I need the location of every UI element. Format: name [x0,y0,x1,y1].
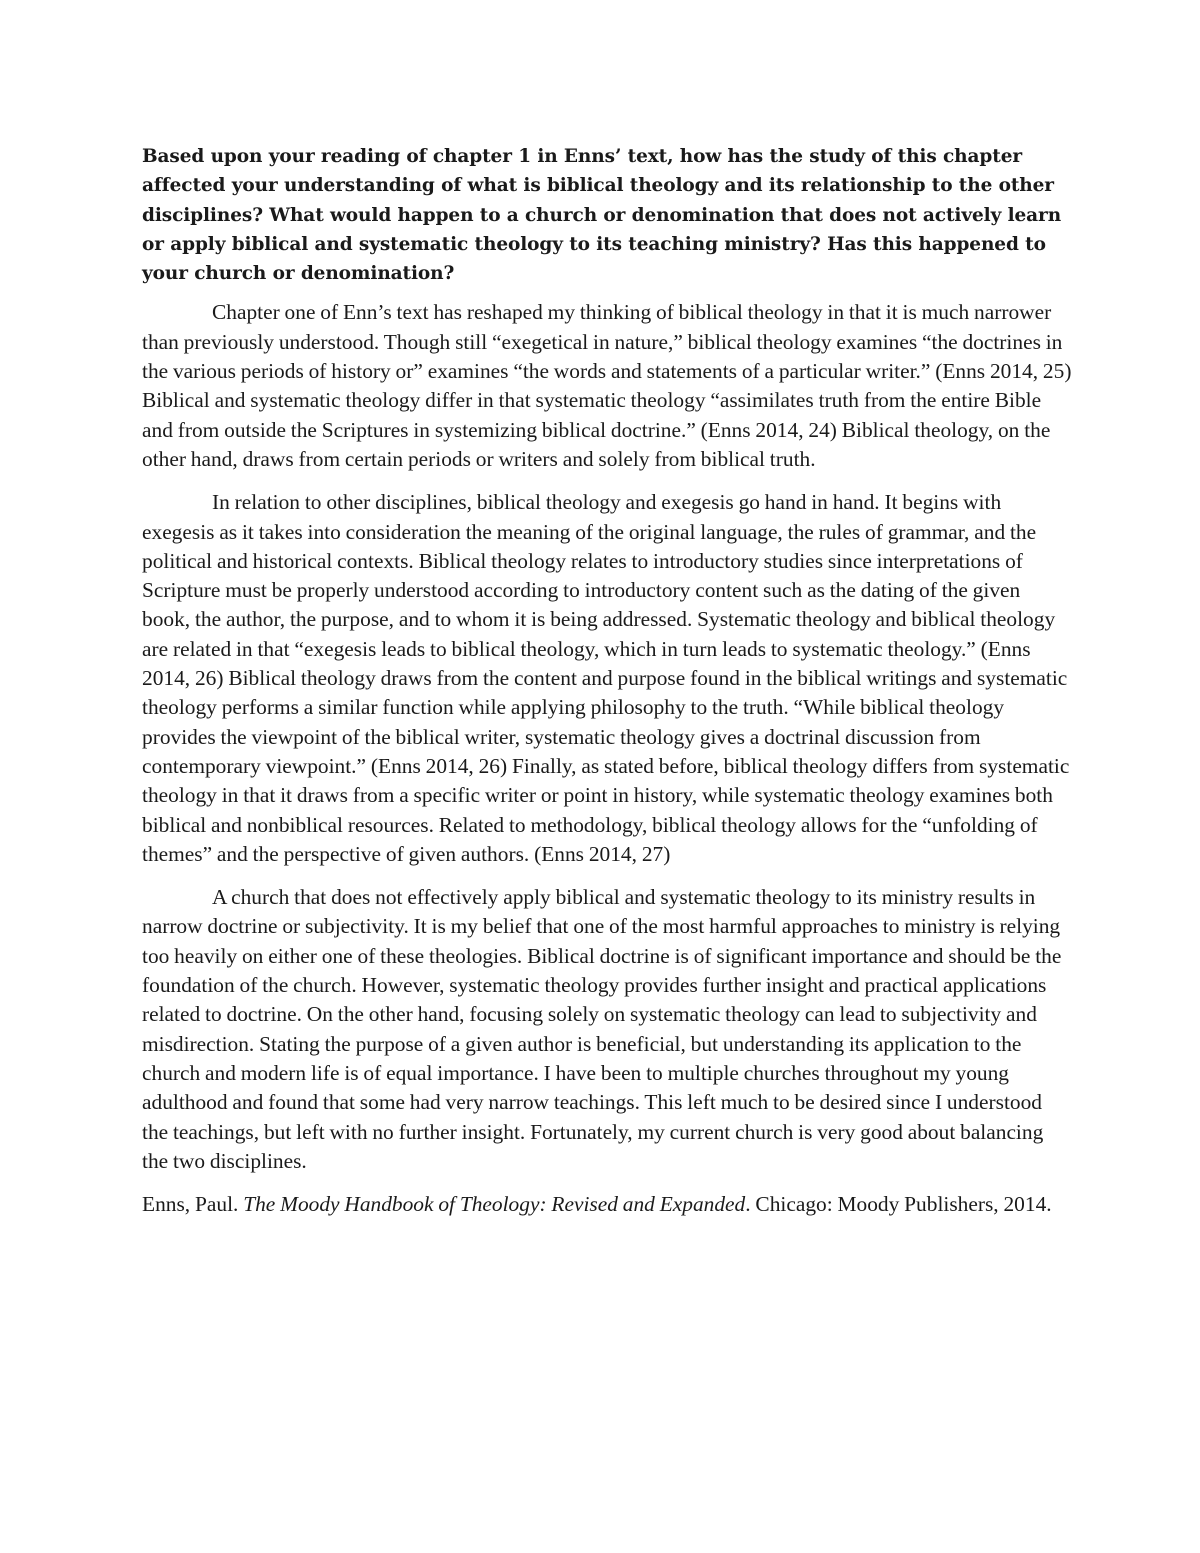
citation-publisher: . Chicago: Moody Publishers, 2014. [745,1192,1052,1217]
citation-title: The Moody Handbook of Theology: Revised and Expanded [243,1192,746,1217]
response-paragraph-3: A church that does not effectively apply biblical and systematic theology to its ministry results in narrow doctrine or subjectivity. It is my belief that one of the most harmful approaches to ministry is relying too heavily on either one of these theologies. Biblical doctrine is of significant importance and should be the foundation of the church. However, systematic theology provides further insight and practical applications related to doctrine. On the other hand, focusing solely on systematic theology can lead to subjectivity and misdirection. Stating the purpose of a given author is beneficial, but understanding its application to the church and modern life is of equal importance. I have been to multiple churches throughout my young adulthood and found that some had very narrow teachings. This left much to be desired since I understood the teachings, but left with no further insight. Fortunately, my current church is very good about balancing the two disciplines. [142,885,1062,1173]
response-paragraph-2: In relation to other disciplines, biblical theology and exegesis go hand in hand. It begins with exegesis as it takes into consideration the meaning of the original language, the rules of grammar, and the political and historical contexts. Biblical theology relates to introductory studies since interpretations of Scripture must be properly understood according to introductory content such as the dating of the given book, the author, the purpose, and to whom it is being addressed. Systematic theology and biblical theology are related in that “exegesis leads to biblical theology, which in turn leads to systematic theology.” (Enns 2014, 26) Biblical theology draws from the content and purpose found in the biblical writings and systematic theology performs a similar function while applying philosophy to the truth. “While biblical theology provides the viewpoint of the biblical writer, systematic theology gives a doctrinal discussion from contemporary viewpoint.” (Enns 2014, 26) Finally, as stated before, biblical theology differs from systematic theology in that it draws from a specific writer or point in history, while systematic theology examines both biblical and nonbiblical resources. Related to methodology, biblical theology allows for the “unfolding of themes” and the perspective of given authors. (Enns 2014, 27) [142,490,1070,866]
citation-author: Enns, Paul. [142,1192,244,1217]
response-paragraph-1: Chapter one of Enn’s text has reshaped my thinking of biblical theology in that it is much narrower than previously understood. Though still “exegetical in nature,” biblical theology examines “the doctrines in the various periods of history or” examines “the words and statements of a particular writer.” (Enns 2014, 25) Biblical and systematic theology differ in that systematic theology “assimilates truth from the entire Bible and from outside the Scriptures in systemizing biblical doctrine.” (Enns 2014, 24) Biblical theology, on the other hand, draws from certain periods or writers and solely from biblical truth. [142,300,1072,471]
bibliography-entry [142,1190,1072,1219]
document-body [142,142,1072,1219]
assignment-prompt: Based upon your reading of chapter 1 in Enns’ text, how has the study of this chapter affected your understanding of what is biblical theology and its relationship to the other disciplines? What would happen to a church or denomination that does not actively learn or apply biblical and systematic theology to its teaching ministry? Has this happened to your church or denomination? [142,146,1062,285]
